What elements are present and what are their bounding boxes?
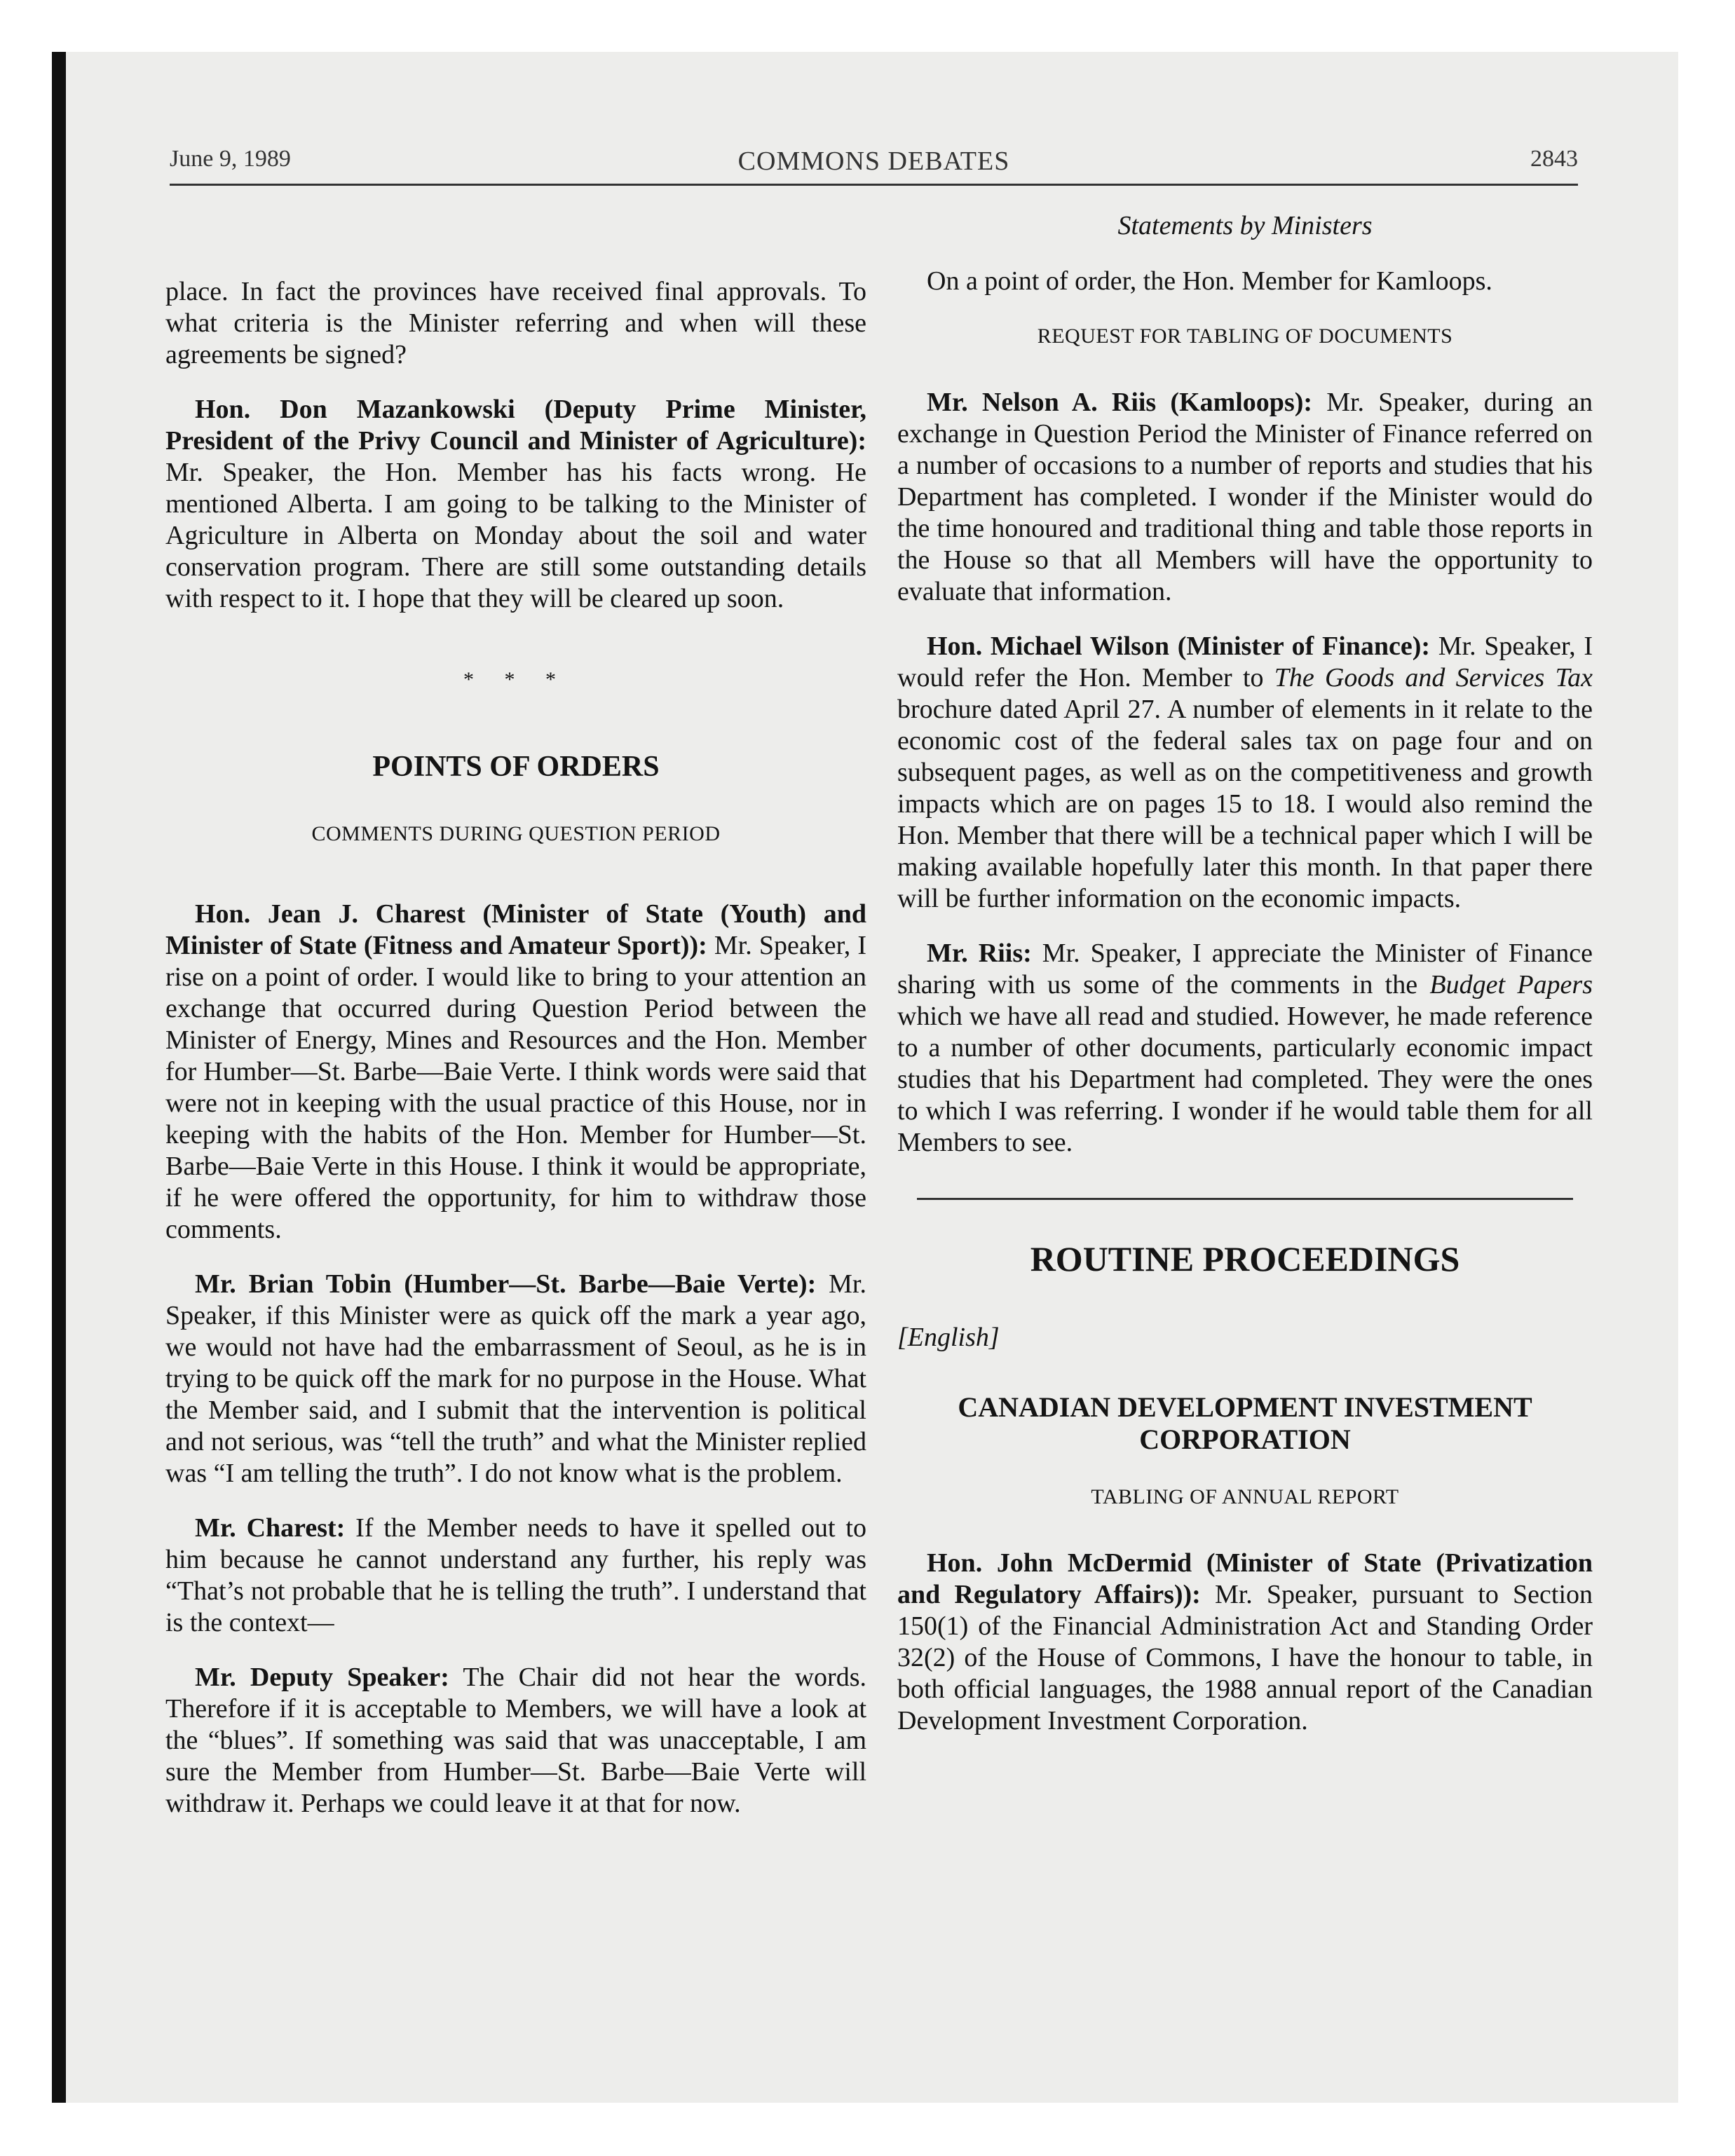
running-header — [170, 146, 1578, 182]
paragraph: place. In fact the provinces have received final approvals. To what criteria is the Minister referring and when will these agreements be signed? — [165, 277, 866, 369]
subsection-heading: COMMENTS DURING QUESTION PERIOD — [311, 822, 721, 845]
speech-text: Mr. Speaker, the Hon. Member has his facts wrong. He mentioned Alberta. I am going to be talking to the Minister of Agriculture in Alberta on Monday about the soil and water conservation program. There are still some outstanding details with respect to it. I hope that they will be cleared up soon. — [165, 458, 866, 613]
paragraph — [897, 387, 1593, 608]
header-journal-title: COMMONS DEBATES — [737, 146, 1010, 176]
paragraph — [165, 1513, 866, 1639]
section-label: Statements by Ministers — [1117, 211, 1373, 240]
language-tag: [English] — [897, 1323, 1000, 1352]
speaker-name: Mr. Nelson A. Riis (Kamloops): — [927, 388, 1313, 417]
header-page-number: 2843 — [1530, 146, 1578, 172]
speech-text: brochure dated April 27. A number of elements in it relate to the economic cost of the federal sales tax on page four and on subsequent pages, as well as on the competitiveness and growth impacts which are on pages 15 to 18. I would also remind the Hon. Member that there will be a technical paper which I will be making available hopefully later this month. In that paper there will be further information on the economic impacts. — [897, 695, 1593, 913]
speaker-name: Hon. Michael Wilson (Minister of Finance): — [927, 632, 1431, 661]
speech-text: Mr. Speaker, during an exchange in Question Period the Minister of Finance referred on a number of occasions to a number of reports and studies that his Department has completed. I wonder if the Minister would do the time honoured and traditional thing and table those reports in the House so that all Members will have the opportunity to evaluate that information. — [897, 388, 1593, 606]
section-heading: POINTS OF ORDERS — [372, 751, 660, 783]
paragraph: On a point of order, the Hon. Member for Kamloops. — [927, 266, 1492, 296]
speech-text: Mr. Speaker, pursuant to Section 150(1) of the Financial Administration Act and Standing Order 32(2) of the House of Commons, I have the honour to table, in both official languages, the 1988 annual report of the Canadian Development Investment Corporation. — [897, 1580, 1593, 1735]
speech-text: Mr. Speaker, I would refer the Hon. Member to — [897, 632, 1593, 692]
binding-edge — [52, 52, 66, 2103]
subsection-heading: REQUEST FOR TABLING OF DOCUMENTS — [1037, 325, 1453, 348]
routine-proceedings-heading: ROUTINE PROCEEDINGS — [1030, 1239, 1460, 1278]
header-rule — [170, 184, 1578, 186]
right-column — [897, 210, 1593, 1760]
paragraph — [165, 1269, 866, 1489]
publication-title: The Goods and Services Tax — [1274, 663, 1593, 692]
speaker-name: Hon. Jean J. Charest (Minister of State (Youth) and Minister of State (Fitness and Amateur Sport)): — [165, 899, 866, 960]
left-column — [165, 210, 866, 1843]
speech-text: which we have all read and studied. However, he made reference to a number of other documents, particularly economic impact studies that his Department had completed. They were the ones to which I was referring. I wonder if he would table them for all Members to see. — [897, 1002, 1593, 1157]
paragraph — [165, 899, 866, 1246]
paragraph — [897, 938, 1593, 1159]
speech-text: If the Member needs to have it spelled out to him because he cannot understand any further, his reply was “That’s not probable that he is telling the truth”. I understand that is the context— — [165, 1513, 866, 1637]
speech-text: Mr. Speaker, if this Minister were as quick off the mark a year ago, we would not have had the embarrassment of Seoul, as he is in trying to be quick off the mark for no purpose in the House. What the Member said, and I submit that the intervention is political and not serious, was “tell the truth” and what the Minister replied was “I am telling the truth”. I do not know what is the problem. — [165, 1269, 866, 1488]
speech-text: Mr. Speaker, I appreciate the Minister of Finance sharing with us some of the comments in the — [897, 939, 1593, 999]
corporation-heading: CANADIAN DEVELOPMENT INVESTMENT CORPORATION — [958, 1391, 1532, 1455]
header-date: June 9, 1989 — [170, 146, 291, 172]
speaker-name: Mr. Charest: — [195, 1513, 346, 1543]
paragraph — [165, 1662, 866, 1820]
paragraph — [897, 1548, 1593, 1737]
paragraph — [897, 631, 1593, 915]
paragraph — [165, 394, 866, 615]
speaker-name: Mr. Riis: — [927, 939, 1032, 968]
speaker-name: Hon. Don Mazankowski (Deputy Prime Minister, President of the Privy Council and Minister of Agriculture): — [165, 395, 866, 456]
subsection-heading: TABLING OF ANNUAL REPORT — [1091, 1485, 1399, 1508]
speaker-name: Mr. Deputy Speaker: — [195, 1663, 449, 1692]
speech-text: Mr. Speaker, I rise on a point of order. I would like to bring to your attention an exchange that occurred during Question Period between the Minister of Energy, Mines and Resources and the Hon. Member for Humber—St. Barbe—Baie Verte. I think words were said that were not in keeping with the usual practice of this House, nor in keeping with the habits of the Hon. Member for Humber—St. Barbe—Baie Verte in this House. I think it would be appropriate, if he were offered the opportunity, for him to withdraw those comments. — [165, 931, 866, 1244]
publication-title: Budget Papers — [1429, 970, 1593, 999]
speaker-name: Mr. Brian Tobin (Humber—St. Barbe—Baie Verte): — [195, 1269, 817, 1299]
speaker-name: Hon. John McDermid (Minister of State (Privatization and Regulatory Affairs)): — [897, 1548, 1593, 1609]
section-separator-stars: * * * — [463, 668, 569, 691]
section-divider-rule — [917, 1198, 1573, 1200]
speech-text: The Chair did not hear the words. Therefore if it is acceptable to Members, we will have a look at the “blues”. If something was said that was unacceptable, I am sure the Member from Humber—St. Barbe—Baie Verte will withdraw it. Perhaps we could leave it at that for now. — [165, 1663, 866, 1818]
